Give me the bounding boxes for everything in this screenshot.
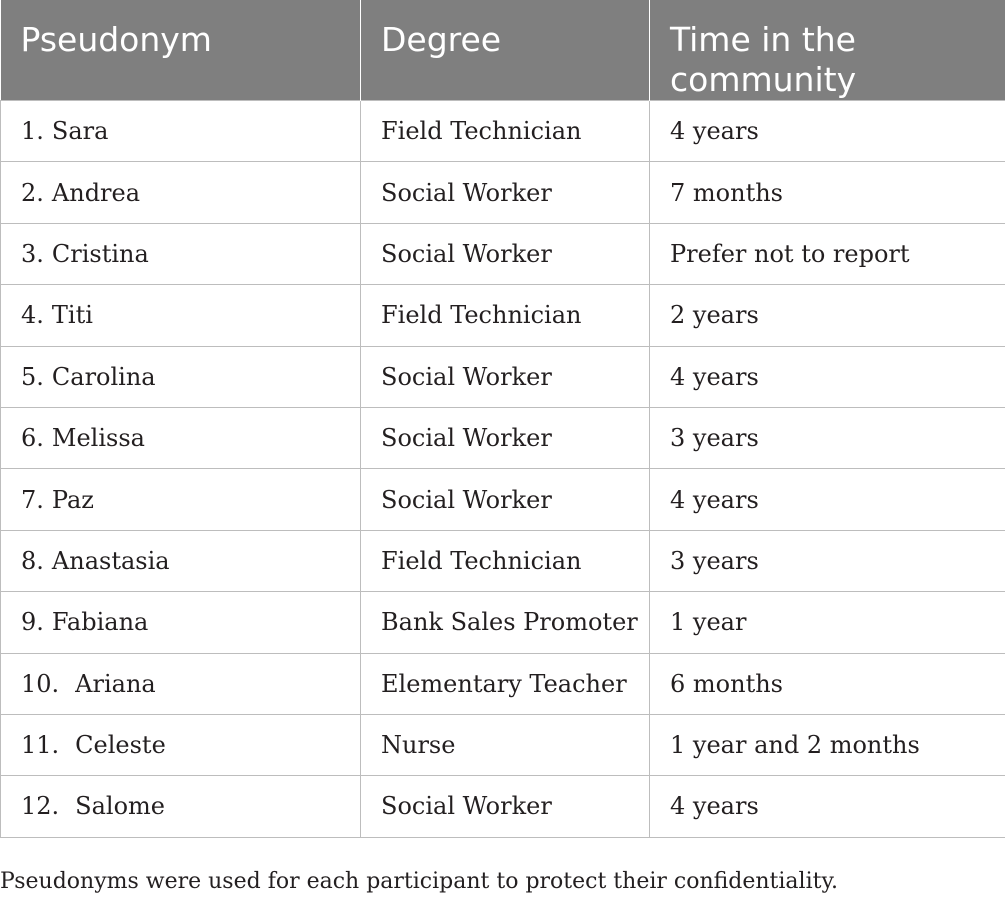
table-row [1,346,1005,407]
cell-degree: Bank Sales Promoter [361,592,650,653]
header-pseudonym: Pseudonym [1,0,361,101]
cell-pseudonym [1,592,361,653]
table-row [1,162,1005,223]
cell-time-in-community: 3 years [650,407,1005,468]
cell-pseudonym [1,346,361,407]
table-header-row [1,0,1005,101]
row-number: 8. [21,546,44,575]
cell-pseudonym [1,407,361,468]
row-number: 3. [21,239,44,268]
cell-time-in-community: 4 years [650,469,1005,530]
table-row [1,530,1005,591]
cell-degree: Social Worker [361,346,650,407]
header-time-in-community [650,0,1005,101]
cell-degree: Elementary Teacher [361,653,650,714]
table-row [1,776,1005,837]
participant-name: Cristina [51,239,149,268]
cell-time-in-community: Prefer not to report [650,223,1005,284]
table-row [1,223,1005,284]
header-degree: Degree [361,0,650,101]
participant-name: Anastasia [51,546,170,575]
participant-name: Celeste [75,731,166,760]
cell-degree: Social Worker [361,162,650,223]
row-number: 9. [21,608,44,637]
row-number: 11. [21,731,60,760]
cell-degree: Field Technician [361,285,650,346]
row-number: 6. [21,424,44,453]
row-number: 7. [21,485,44,514]
cell-time-in-community: 2 years [650,285,1005,346]
row-number: 2. [21,178,44,207]
table-row [1,407,1005,468]
cell-time-in-community: 4 years [650,776,1005,837]
cell-pseudonym [1,101,361,162]
participant-name: Melissa [51,424,145,453]
table-row [1,714,1005,775]
participant-name: Fabiana [51,608,149,637]
table-row [1,469,1005,530]
cell-pseudonym [1,530,361,591]
participant-name: Carolina [51,362,156,391]
cell-pseudonym [1,469,361,530]
table-row [1,285,1005,346]
header-time-line-2: community [670,60,857,99]
row-number: 10. [21,669,60,698]
cell-degree: Field Technician [361,101,650,162]
participant-name: Salome [75,792,166,821]
cell-time-in-community: 7 months [650,162,1005,223]
participant-name: Sara [51,117,109,146]
participant-name: Andrea [51,178,141,207]
cell-degree: Social Worker [361,407,650,468]
participant-name: Ariana [75,669,156,698]
cell-degree: Social Worker [361,223,650,284]
table-body [1,101,1005,838]
cell-degree: Social Worker [361,469,650,530]
cell-degree: Nurse [361,714,650,775]
cell-time-in-community: 4 years [650,346,1005,407]
cell-degree: Field Technician [361,530,650,591]
row-number: 4. [21,301,44,330]
participant-name: Paz [51,485,94,514]
cell-time-in-community: 6 months [650,653,1005,714]
row-number: 12. [21,792,60,821]
table-row [1,101,1005,162]
participant-name: Titi [51,301,93,330]
cell-time-in-community: 3 years [650,530,1005,591]
table-row [1,653,1005,714]
cell-pseudonym [1,776,361,837]
cell-time-in-community: 4 years [650,101,1005,162]
cell-pseudonym [1,285,361,346]
cell-time-in-community: 1 year [650,592,1005,653]
cell-degree: Social Worker [361,776,650,837]
cell-time-in-community: 1 year and 2 months [650,714,1005,775]
cell-pseudonym [1,653,361,714]
header-time-line-1: Time in the [670,20,856,59]
cell-pseudonym [1,223,361,284]
cell-pseudonym [1,162,361,223]
table-row [1,592,1005,653]
table-footnote: Pseudonyms were used for each participant to protect their confidentiality. [0,869,838,894]
row-number: 1. [21,117,44,146]
row-number: 5. [21,362,44,391]
cell-pseudonym [1,714,361,775]
